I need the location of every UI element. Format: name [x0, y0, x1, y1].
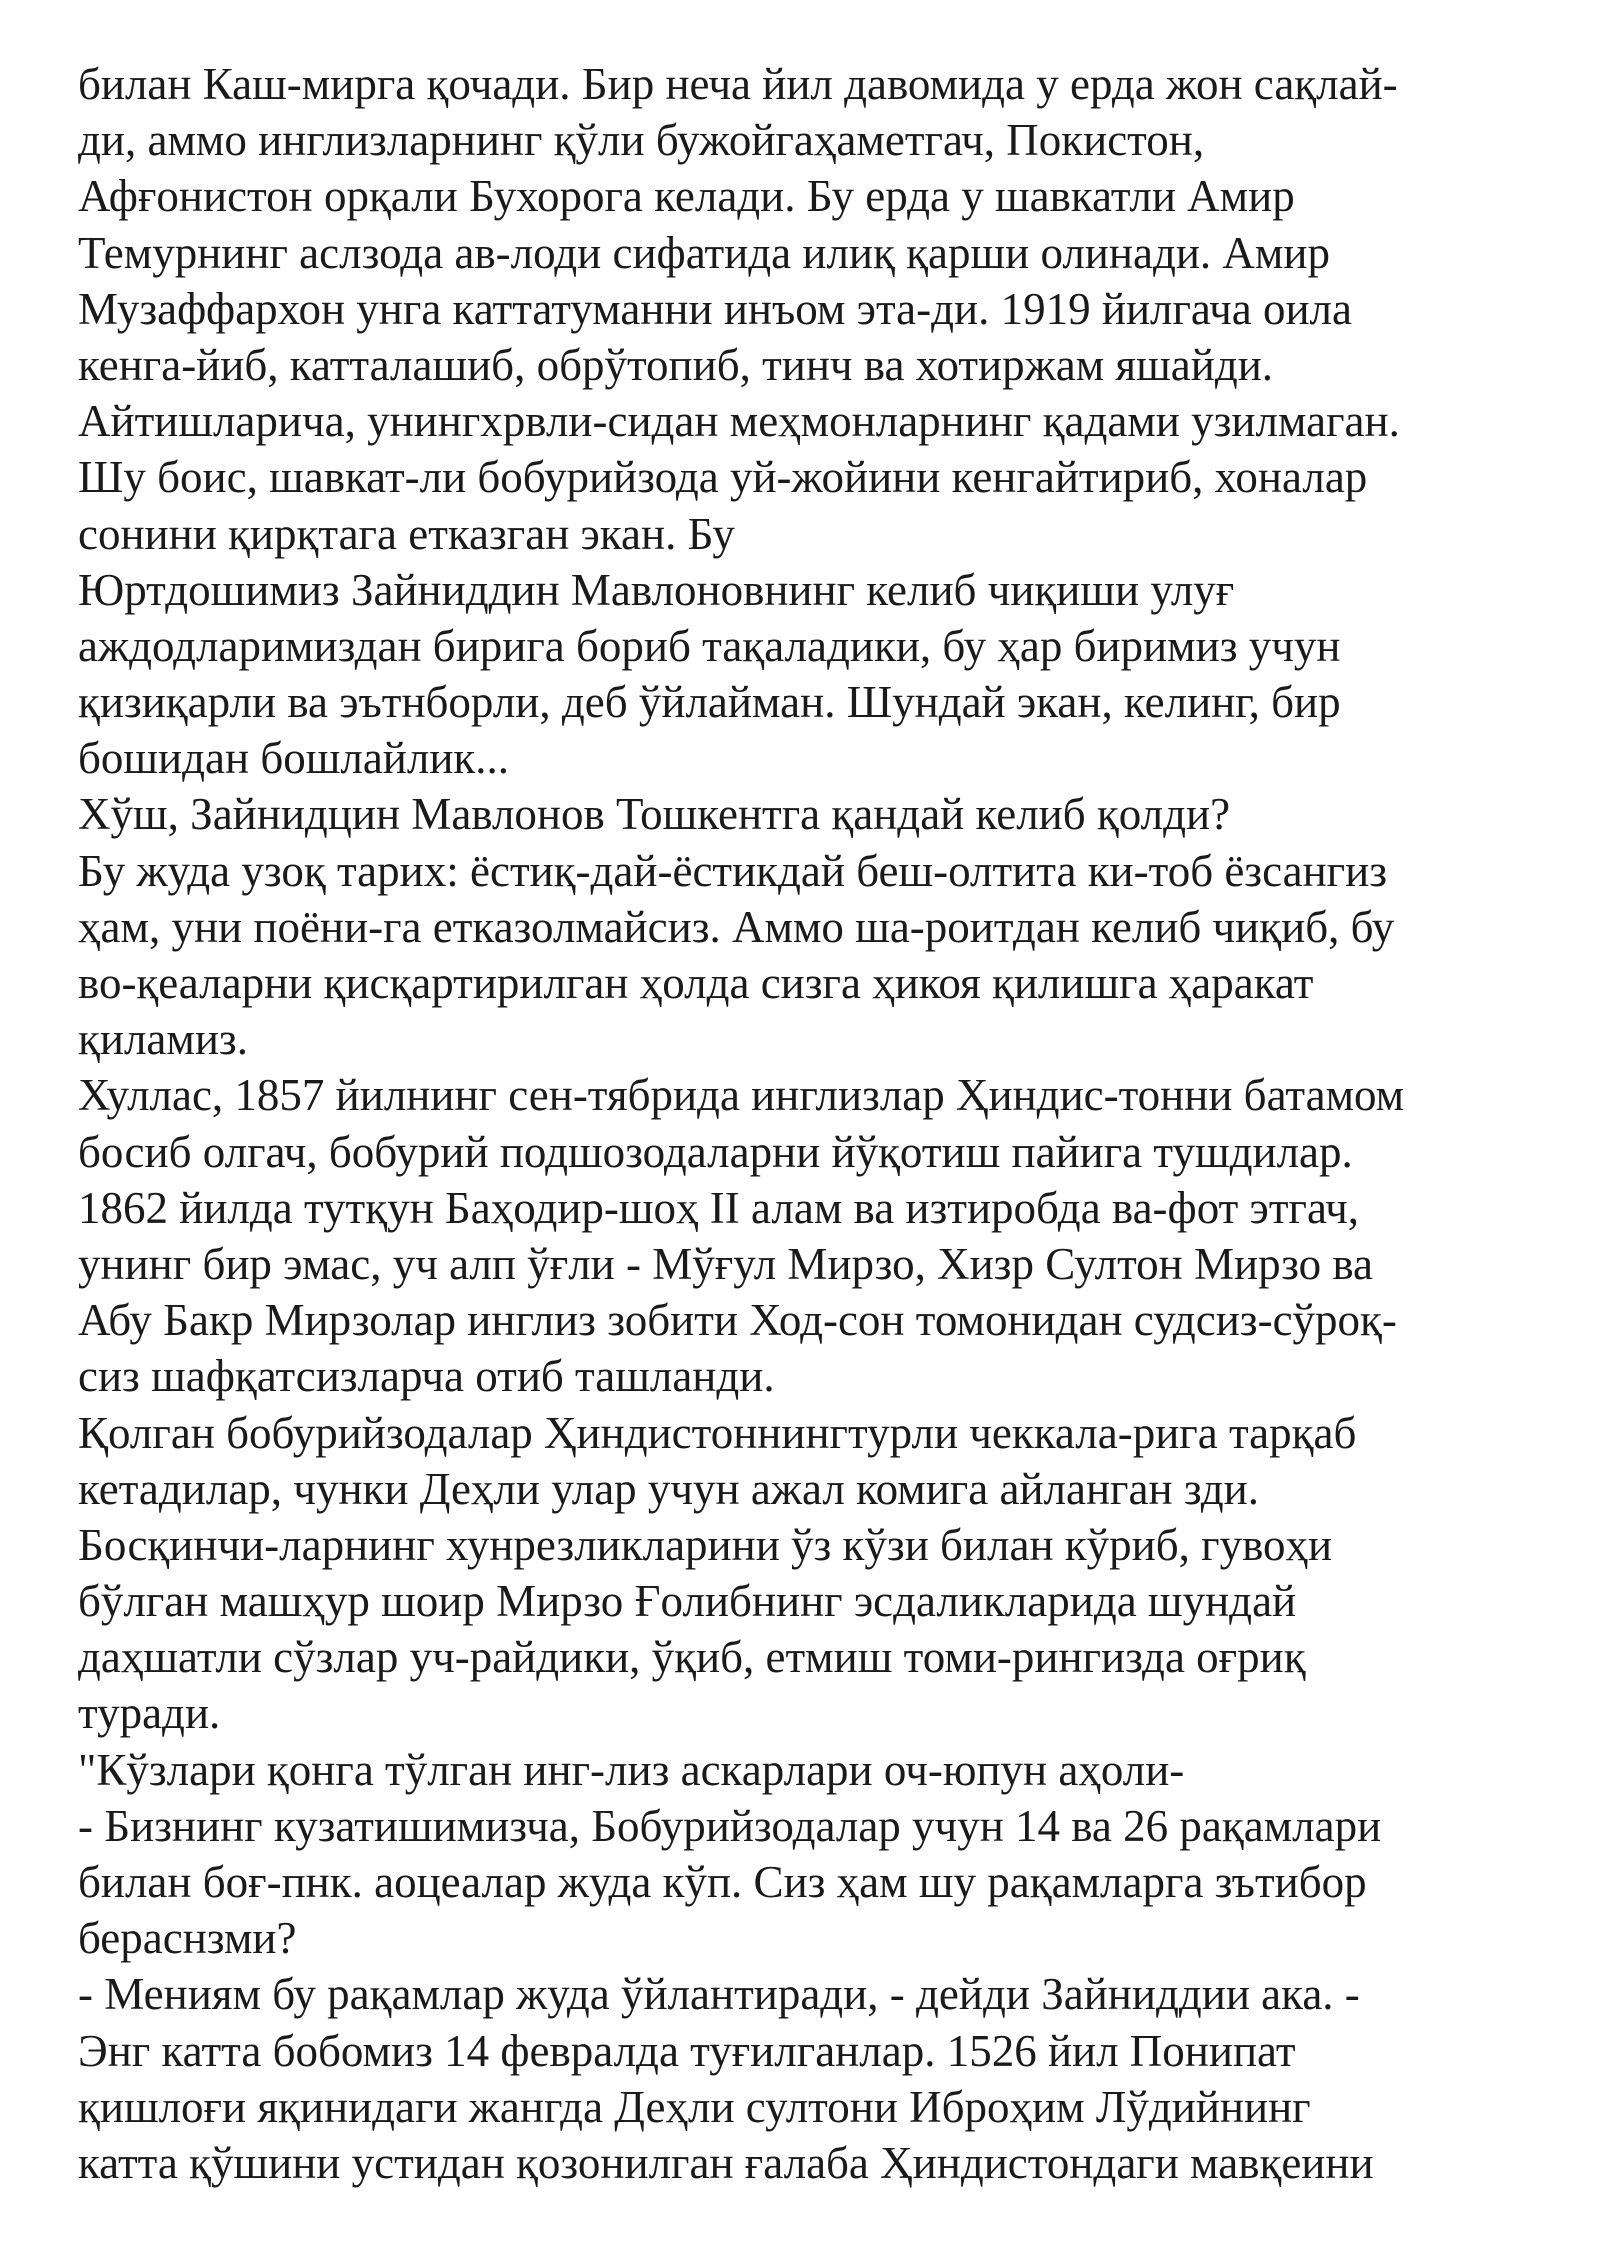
text-line: "Кўзлари қонга тўлган инг-лиз аскарлари оч-юпун аҳоли-	[78, 1744, 1185, 1795]
text-line: 1862 йилда тутқун Баҳодир-шоҳ II алам ва изтиробда ва-фот этгач,	[78, 1182, 1360, 1233]
text-line: қизиқарли ва эътнборли, деб ўйлайман. Шундай экан, келинг, бир	[78, 677, 1341, 728]
text-line: Шу боис, шавкат-ли бобурийзода уй-жойини кенгайтириб, хоналар	[78, 452, 1368, 503]
text-line: Хўш, Зайнидцин Мавлонов Тошкентга қандай келиб қолди?	[78, 789, 1231, 840]
text-line: Музаффархон унга каттатуманни инъом эта-ди. 1919 йилгача оила	[78, 283, 1352, 334]
text-line: унинг бир эмас, уч алп ўғли - Мўғул Мирзо, Хизр Султон Мирзо ва	[78, 1238, 1374, 1289]
text-line: Афғонистон орқали Бухорога келади. Бу ерда у шавкатли Амир	[78, 171, 1295, 222]
text-line: ҳам, уни поёни-га етказолмайсиз. Аммо ша-роитдан келиб чиқиб, бу	[78, 901, 1395, 952]
text-line: қишлоғи яқинидаги жангда Деҳли султони Иброҳим Лўдийнинг	[78, 2081, 1311, 2132]
text-line: катта қўшини устидан қозонилган ғалаба Ҳиндистондаги мавқеини	[78, 2137, 1374, 2188]
text-line: босиб олгач, бобурий подшозодаларни йўқотиш пайига тушдилар.	[78, 1126, 1353, 1177]
text-line: Босқинчи-ларнинг хунрезликларини ўз кўзи билан кўриб, гувоҳи	[78, 1519, 1333, 1570]
text-line: Абу Бакр Мирзолар инглиз зобити Ход-сон томонидан судсиз-сўроқ-	[78, 1295, 1397, 1346]
text-line: қиламиз.	[78, 1014, 248, 1065]
text-line: кетадилар, чунки Деҳли улар учун ажал комига айланган зди.	[78, 1463, 1260, 1514]
text-line: - Мениям бу рақамлар жуда ўйлантиради, - дейди Зайниддии ака. -	[78, 1969, 1360, 2020]
text-line: Темурнинг аслзода ав-лоди сифатида илиқ қарши олинади. Амир	[78, 227, 1330, 278]
text-line: кенга-йиб, катталашиб, обрўтопиб, тинч ва хотиржам яшайди.	[78, 339, 1274, 390]
text-line: Хуллас, 1857 йилнинг сен-тябрида инглизлар Ҳиндис-тонни батамом	[78, 1070, 1405, 1121]
text-line: билан боғ-пнк. аоцеалар жуда кўп. Сиз ҳам шу рақамларга зътибор	[78, 1857, 1367, 1907]
text-line: билан Каш-мирга қочади. Бир неча йил давомида у ерда жон сақлай-	[78, 59, 1398, 109]
text-line: аждодларимиздан бирига бориб тақаладики, бу ҳар биримиз учун	[78, 620, 1341, 671]
text-line: сонини қирқтага етказган экан. Бу	[78, 508, 735, 559]
text-line: Бу жуда узоқ тарих: ёстиқ-дай-ёстикдай беш-олтита ки-тоб ёзсангиз	[78, 845, 1387, 896]
text-line: даҳшатли сўзлар уч-райдики, ўқиб, етмиш томи-рингизда оғриқ	[78, 1632, 1306, 1683]
text-line: сиз шафқатсизларча отиб ташланди.	[78, 1351, 775, 1402]
text-line: ди, аммо инглизларнинг қўли бужойгаҳаметгач, Покистон,	[78, 115, 1205, 166]
text-line: бошидан бошлайлик...	[78, 733, 510, 784]
text-line: во-қеаларни қисқартирилган ҳолда сизга ҳикоя қилишга ҳаракат	[78, 958, 1314, 1008]
text-line: бўлган машҳур шоир Мирзо Ғолибнинг эсдаликларида шундай	[78, 1576, 1297, 1627]
document-page	[78, 56, 1558, 2191]
text-line: Юртдошимиз Зайниддин Мавлоновнинг келиб чиқиши улуғ	[78, 564, 1235, 615]
text-line: Энг катта бобомиз 14 февралда туғилганлар. 1526 йил Понипат	[78, 2025, 1296, 2076]
text-line: туради.	[78, 1688, 221, 1739]
text-line: - Бизнинг кузатишимизча, Бобурийзодалар учун 14 ва 26 рақамлари	[78, 1800, 1382, 1851]
text-line: Қолган бобурийзодалар Ҳиндистоннингтурли чеккала-рига тарқаб	[78, 1407, 1357, 1458]
text-line: Айтишларича, унингхрвли-сидан меҳмонларнинг қадами узилмаган.	[78, 396, 1400, 447]
text-line: бераснзми?	[78, 1913, 297, 1964]
